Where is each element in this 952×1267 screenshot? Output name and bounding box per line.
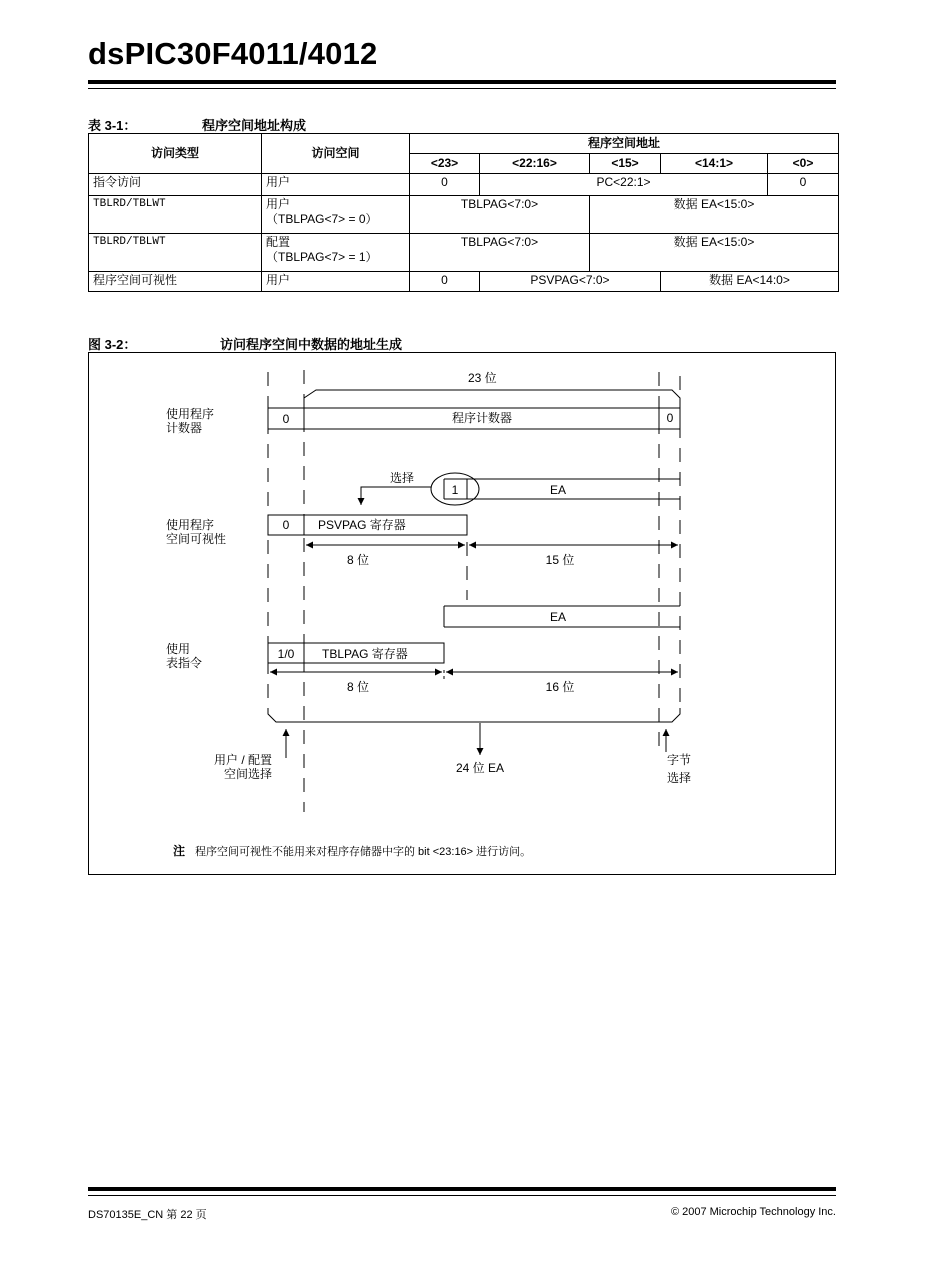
row-access-space-condition: （TBLPAG<7> = 0） (266, 212, 378, 226)
footer-rule-thin (88, 1195, 836, 1196)
row-access-type: 程序空间可视性 (89, 272, 262, 292)
header-bit-14-1: <14:1> (661, 154, 768, 174)
table-row (89, 234, 839, 272)
byte-select-line1: 字节 (667, 753, 692, 767)
footer-rule-thick (88, 1187, 836, 1191)
row1-label-line2: 计数器 (166, 421, 203, 435)
table-caption-number: 表 3-1： (88, 118, 137, 133)
note-label: 注 (173, 844, 186, 858)
row-access-space-condition: （TBLPAG<7> = 1） (266, 250, 378, 264)
header-address-group: 程序空间地址 (410, 134, 839, 154)
table-row (89, 174, 839, 196)
row1-label-line1: 使用程序 (166, 407, 215, 421)
ea-label-table: EA (549, 610, 567, 624)
label-8bit-tbl: 8 位 (346, 680, 370, 694)
ea-select-bit: 1 (451, 483, 459, 497)
row-cell: 数据 EA<15:0> (590, 196, 839, 234)
row-cell: 0 (768, 174, 839, 196)
pc-left-bit: 0 (282, 412, 290, 426)
footer-doc-number: DS70135E_CN 第 22 页 (88, 1209, 207, 1221)
row-access-space-cell (262, 196, 410, 234)
row-cell: PC<22:1> (480, 174, 768, 196)
row-cell: 数据 EA<15:0> (590, 234, 839, 272)
pc-register-label: 程序计数器 (451, 411, 513, 425)
ea-label-psv: EA (549, 483, 567, 497)
address-table (88, 133, 839, 292)
space-select-line2: 空间选择 (223, 767, 272, 781)
document-title: dsPIC30F4011/4012 (88, 36, 378, 71)
row-cell: PSVPAG<7:0> (480, 272, 661, 292)
tblpag-left-bit: 1/0 (277, 647, 295, 661)
header-rule-thin (88, 88, 836, 89)
row-access-space: 用户 (266, 197, 291, 211)
row-cell: TBLPAG<7:0> (410, 234, 590, 272)
table-row (89, 196, 839, 234)
header-bit-23: <23> (410, 154, 480, 174)
label-23bit: 23 位 (468, 371, 497, 385)
header-rule-thick (88, 80, 836, 84)
tblpag-register-label: TBLPAG 寄存器 (322, 647, 408, 661)
row-cell: 0 (410, 174, 480, 196)
row-access-type: TBLRD/TBLWT (89, 234, 262, 272)
byte-select-line2: 选择 (667, 771, 692, 785)
table-row (89, 272, 839, 292)
psvpag-left-bit: 0 (282, 518, 290, 532)
figure-caption-title: 访问程序空间中数据的地址生成 (220, 337, 403, 352)
header-access-space: 访问空间 (262, 134, 410, 174)
row-access-space: 用户 (262, 272, 410, 292)
header-bit-0: <0> (768, 154, 839, 174)
footer-copyright: © 2007 Microchip Technology Inc. (670, 1206, 836, 1218)
table-caption-title: 程序空间地址构成 (202, 118, 307, 133)
row3-label-line2: 表指令 (166, 656, 203, 670)
row2-label-line2: 空间可视性 (166, 532, 227, 546)
header-bit-15: <15> (590, 154, 661, 174)
space-select-line1: 用户 / 配置 (213, 753, 272, 767)
bracket-23bit (304, 390, 680, 402)
note-text: 程序空间可视性不能用来对程序存储器中字的 bit <23:16> 进行访问。 (195, 846, 532, 858)
row2-label-line1: 使用程序 (166, 518, 215, 532)
row-cell: 数据 EA<14:0> (661, 272, 839, 292)
psvpag-register-label: PSVPAG 寄存器 (318, 518, 406, 532)
row3-label-line1: 使用 (166, 642, 191, 656)
select-label: 选择 (390, 471, 415, 485)
address-generation-diagram (88, 352, 836, 875)
header-bit-22-16: <22:16> (480, 154, 590, 174)
row-access-space: 配置 (266, 235, 291, 249)
label-24bit-ea: 24 位 EA (455, 761, 505, 775)
row-cell: TBLPAG<7:0> (410, 196, 590, 234)
row-access-type: TBLRD/TBLWT (89, 196, 262, 234)
pc-right-bit: 0 (666, 411, 674, 425)
select-arrow (361, 487, 431, 505)
figure-caption-number: 图 3-2： (88, 337, 137, 352)
row-access-space-cell (262, 234, 410, 272)
label-16bit: 16 位 (545, 680, 575, 694)
bracket-24bit (268, 708, 680, 722)
row-cell: 0 (410, 272, 480, 292)
row-access-type: 指令访问 (89, 174, 262, 196)
header-access-type: 访问类型 (89, 134, 262, 174)
label-15bit: 15 位 (545, 553, 575, 567)
row-access-space: 用户 (262, 174, 410, 196)
label-8bit-psv: 8 位 (346, 553, 370, 567)
